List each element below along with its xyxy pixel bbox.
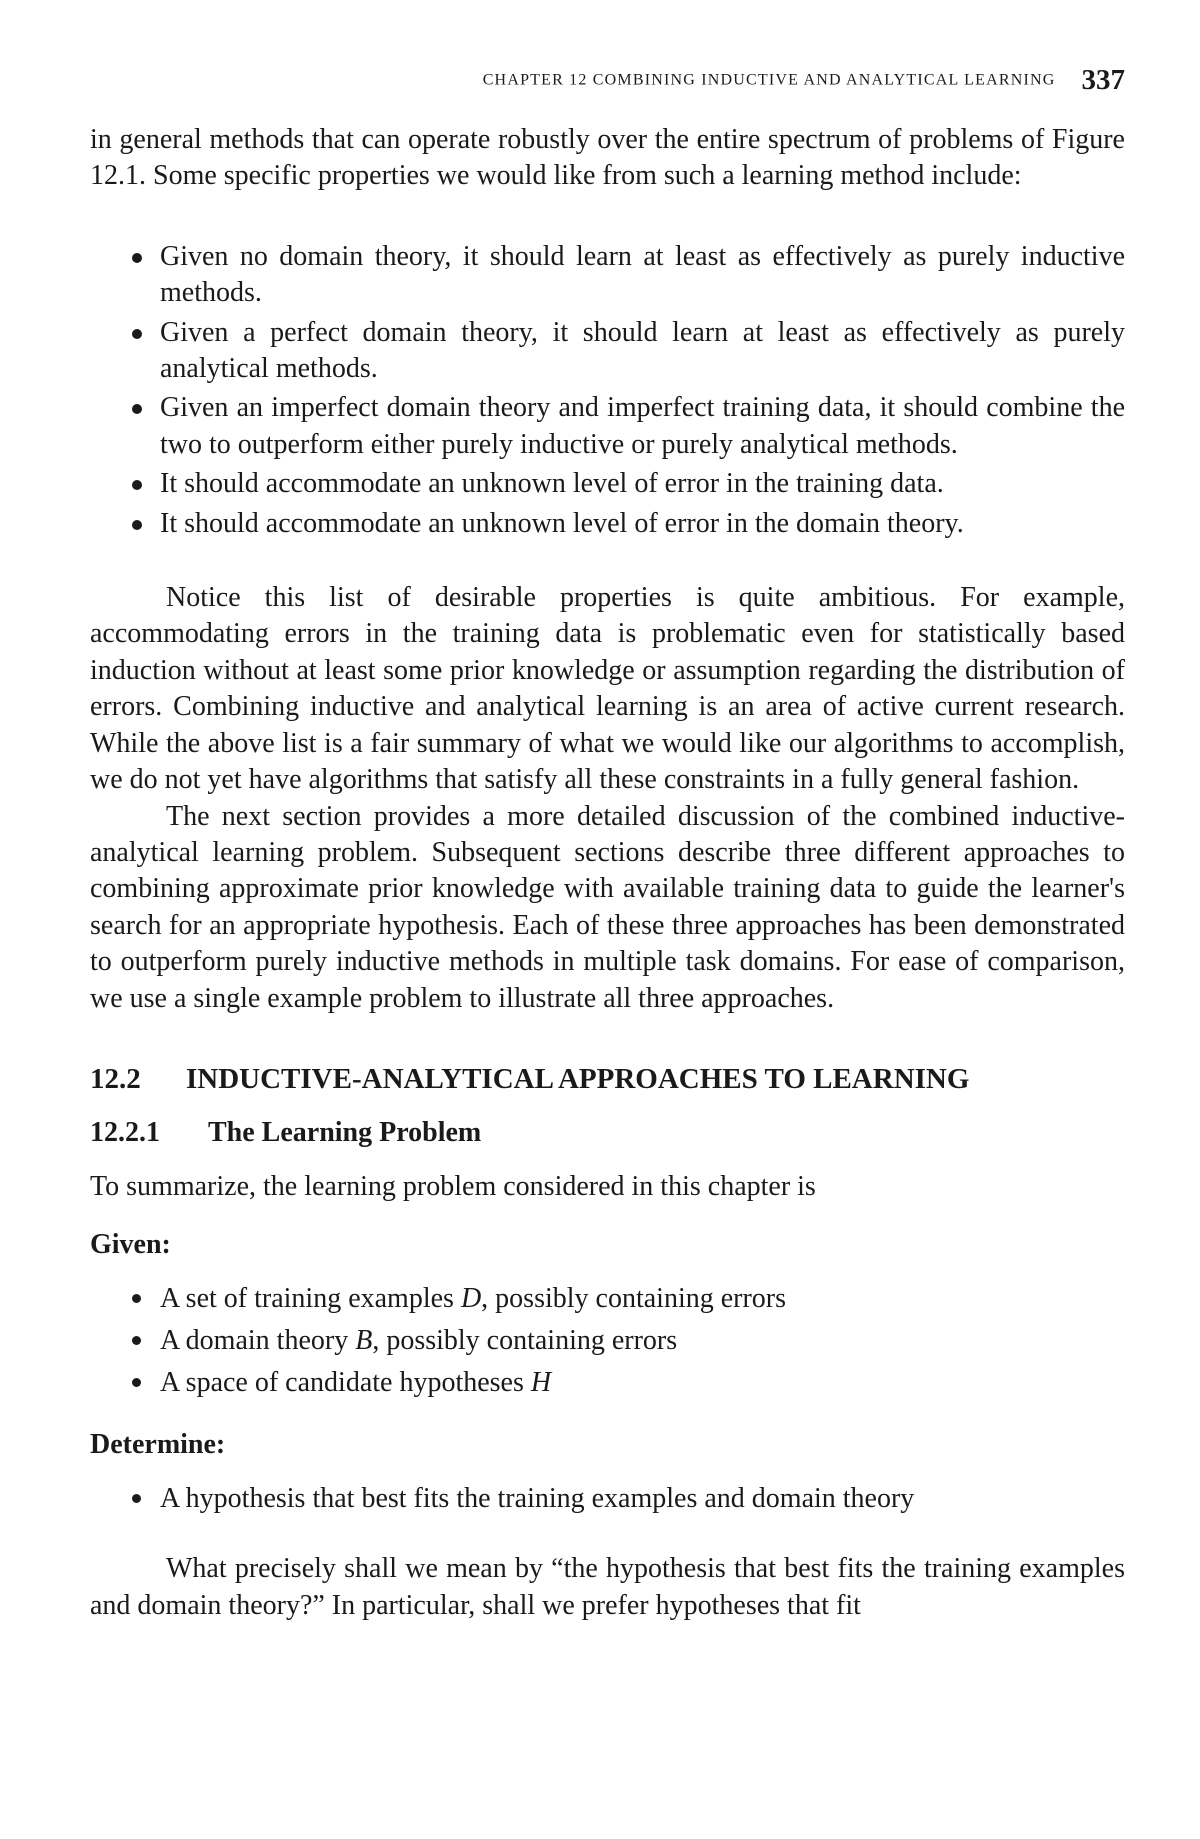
list-item-text: Given no domain theory, it should learn at least as effectively as purely inductive methods. bbox=[160, 240, 1125, 309]
math-symbol: D bbox=[460, 1283, 482, 1315]
given-item-suffix: , possibly containing errors bbox=[372, 1325, 678, 1357]
determine-item-text: A hypothesis that best fits the training examples and domain theory bbox=[160, 1483, 915, 1515]
list-item bbox=[160, 1323, 1125, 1359]
list-item-text: It should accommodate an unknown level of error in the training data. bbox=[160, 468, 944, 500]
list-item-text: Given a perfect domain theory, it should learn at least as effectively as purely analytical methods. bbox=[160, 316, 1125, 385]
list-item bbox=[160, 1481, 1125, 1517]
given-item-text: A domain theory bbox=[160, 1325, 356, 1357]
page-body bbox=[90, 122, 1125, 1624]
list-item bbox=[160, 506, 1125, 542]
bullet-icon bbox=[132, 1336, 141, 1345]
given-list bbox=[160, 1281, 1125, 1401]
running-head bbox=[90, 64, 1125, 104]
closing-paragraph: What precisely shall we mean by “the hypothesis that best fits the training examples and domain theory?” In particular, shall we prefer hypotheses that fit bbox=[90, 1553, 1125, 1621]
list-item bbox=[160, 1281, 1125, 1317]
list-item-text: Given an imperfect domain theory and imperfect training data, it should combine the two to outperform either purely inductive or purely analytical methods. bbox=[160, 392, 1125, 460]
running-head-title: CHAPTER 12 COMBINING INDUCTIVE AND ANALYTICAL LEARNING bbox=[482, 71, 1056, 89]
next-section-paragraph: The next section provides a more detailed discussion of the combined inductive-analytical learning problem. Subsequent sections describe three different approaches to combining approximate prior knowledge with available training data to guide the learner's search for an appropriate hypothesis. Each of these three approaches has been demonstrated to outperform purely inductive methods in multiple task domains. For ease of comparison, we use a single example problem to illustrate all three approaches. bbox=[90, 800, 1125, 1014]
bullet-icon bbox=[132, 520, 142, 530]
bullet-icon bbox=[132, 404, 142, 414]
section-heading bbox=[90, 1059, 1125, 1099]
intro-paragraph: in general methods that can operate robustly over the entire spectrum of problems of Figure 12.1. Some specific properties we would like from such a learning method include: bbox=[90, 124, 1125, 192]
page-number: 337 bbox=[1081, 64, 1125, 96]
list-item bbox=[160, 390, 1125, 463]
list-item bbox=[160, 239, 1125, 312]
list-item bbox=[160, 315, 1125, 388]
bullet-icon bbox=[132, 1294, 141, 1303]
bullet-icon bbox=[132, 480, 142, 490]
determine-list bbox=[160, 1481, 1125, 1517]
list-item bbox=[160, 1365, 1125, 1401]
given-item-suffix: , possibly containing errors bbox=[481, 1283, 787, 1315]
notice-paragraph: Notice this list of desirable properties is quite ambitious. For example, accommodating errors in the training data is problematic even for statistically based induction without at least some prior knowledge or assumption regarding the distribution of errors. Combining inductive and analytical learning is an area of active current research. While the above list is a fair summary of what we would like our algorithms to accomplish, we do not yet have algorithms that satisfy all these constraints in a fully general fashion. bbox=[90, 582, 1125, 796]
subsection-number: 12.2.1 bbox=[90, 1116, 160, 1148]
given-item-text: A set of training examples bbox=[160, 1283, 461, 1315]
section-title: INDUCTIVE-ANALYTICAL APPROACHES TO LEARNING bbox=[186, 1062, 970, 1095]
subsection-title: The Learning Problem bbox=[208, 1116, 482, 1148]
list-item bbox=[160, 466, 1125, 502]
desirable-properties-list bbox=[160, 239, 1125, 542]
math-symbol: B bbox=[355, 1325, 373, 1357]
given-item-text: A space of candidate hypotheses bbox=[160, 1367, 531, 1399]
bullet-icon bbox=[132, 1494, 141, 1503]
bullet-icon bbox=[132, 1378, 141, 1387]
bullet-icon bbox=[132, 329, 142, 339]
list-item-text: It should accommodate an unknown level of error in the domain theory. bbox=[160, 507, 964, 539]
bullet-icon bbox=[132, 253, 142, 263]
summary-paragraph: To summarize, the learning problem considered in this chapter is bbox=[90, 1170, 816, 1202]
subsection-heading bbox=[90, 1113, 1125, 1153]
determine-label: Determine: bbox=[90, 1429, 226, 1461]
given-label: Given: bbox=[90, 1229, 171, 1261]
section-number: 12.2 bbox=[90, 1062, 141, 1095]
math-symbol: H bbox=[530, 1367, 552, 1399]
